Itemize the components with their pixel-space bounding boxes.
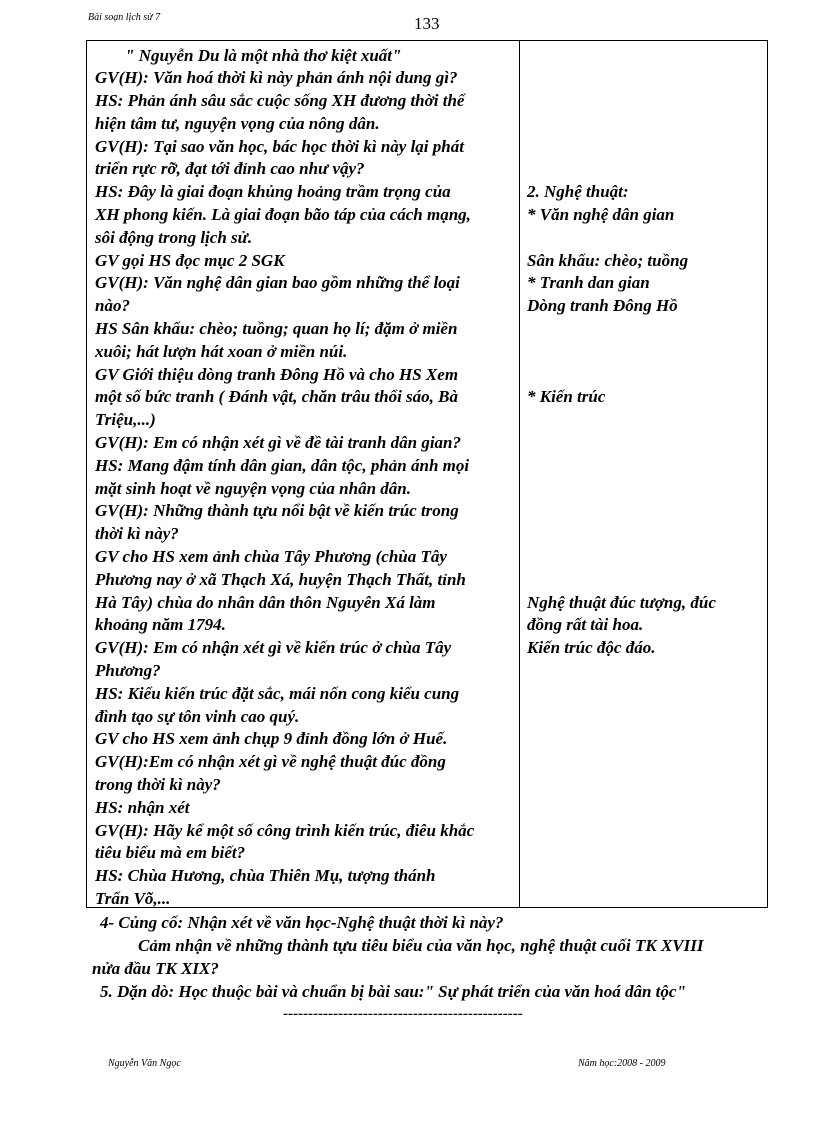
left-line: mặt sinh hoạt về nguyện vọng của nhân dân.	[95, 479, 411, 498]
left-line: " Nguyễn Du là một nhà thơ kiệt xuất"	[125, 46, 402, 65]
left-line: GV(H):Em có nhận xét gì về nghệ thuật đúc đồng	[95, 752, 446, 771]
left-line: đình tạo sự tôn vinh cao quý.	[95, 707, 300, 726]
left-line: GV(H): Văn nghệ dân gian bao gồm những thể loại	[95, 273, 460, 292]
left-line: Hà Tây) chùa do nhân dân thôn Nguyên Xá làm	[95, 593, 436, 612]
left-line: Phương?	[95, 661, 161, 680]
left-line: triển rực rỡ, đạt tới đỉnh cao như vậy?	[95, 159, 365, 178]
left-line: HS: Kiểu kiến trúc đặt sắc, mái nốn cong kiểu cung	[95, 684, 460, 703]
right-line: Nghệ thuật đúc tượng, đúc	[527, 593, 716, 612]
left-line: tiêu biểu mà em biết?	[95, 843, 246, 862]
section-heading: 2. Nghệ thuật:	[527, 182, 629, 201]
left-line: HS: Mang đậm tính dân gian, dân tộc, phản ánh mọi	[95, 456, 470, 475]
left-line: GV(H): Những thành tựu nổi bật về kiến trúc trong	[95, 501, 459, 520]
left-line: GV(H): Em có nhận xét gì về kiến trúc ở chùa Tây	[95, 638, 452, 657]
consolidation-line: Cảm nhận về những thành tựu tiêu biểu của văn học, nghệ thuật cuối TK XVIII	[138, 936, 704, 955]
left-line: nào?	[95, 296, 130, 315]
left-line: sôi động trong lịch sử.	[95, 228, 253, 247]
left-line: HS: Đây là giai đoạn khủng hoảng trầm trọng của	[95, 182, 451, 201]
column-divider	[519, 41, 520, 907]
left-line: Triệu,...)	[95, 410, 156, 429]
right-line: * Tranh dan gian	[527, 273, 650, 292]
left-line: Phương nay ở xã Thạch Xá, huyện Thạch Thất, tỉnh	[95, 570, 466, 589]
left-line: HS: nhận xét	[95, 798, 190, 817]
right-line: Kiến trúc độc đáo.	[527, 638, 656, 657]
left-line: Trấn Võ,...	[95, 889, 171, 908]
left-line: một số bức tranh ( Đánh vật, chăn trâu thổi sáo, Bà	[95, 387, 459, 406]
left-line: GV gọi HS đọc mục 2 SGK	[95, 251, 285, 270]
left-line: GV cho HS xem ảnh chùa Tây Phương (chùa Tây	[95, 547, 447, 566]
left-line: XH phong kiến. Là giai đoạn bão táp của cách mạng,	[95, 205, 471, 224]
left-line: HS: Chùa Hương, chùa Thiên Mụ, tượng thánh	[95, 866, 436, 885]
page-number: 133	[414, 14, 440, 33]
left-line: GV(H): Hãy kể một số công trình kiến trúc, điêu khắc	[95, 821, 475, 840]
left-line: GV(H): Em có nhận xét gì về đề tài tranh dân gian?	[95, 433, 461, 452]
page-header-left: Bài soạn lịch sử 7	[88, 12, 161, 23]
left-line: thời kì này?	[95, 524, 179, 543]
right-line: * Kiến trúc	[527, 387, 606, 406]
left-line: trong thời kì này?	[95, 775, 221, 794]
left-line: GV(H): Văn hoá thời kì này phản ánh nội dung gì?	[95, 68, 458, 87]
lesson-table	[86, 40, 768, 908]
right-line: Sân khấu: chèo; tuồng	[527, 251, 689, 270]
right-line: * Văn nghệ dân gian	[527, 205, 675, 224]
footer-author: Nguyễn Văn Ngọc	[108, 1058, 181, 1069]
left-line: hiện tâm tư, nguyện vọng của nông dân.	[95, 114, 380, 133]
left-line: GV Giới thiệu dòng tranh Đông Hồ và cho HS Xem	[95, 365, 459, 384]
right-line: Dòng tranh Đông Hồ	[527, 296, 678, 315]
homework-line: 5. Dặn dò: Học thuộc bài và chuẩn bị bài sau:" Sự phát triển của văn hoá dân tộc"	[100, 982, 686, 1001]
consolidation-line: nửa đầu TK XIX?	[92, 959, 219, 978]
left-line: GV(H): Tại sao văn học, bác học thời kì này lại phát	[95, 137, 464, 156]
right-line: đồng rất tài hoa.	[527, 615, 644, 634]
left-line: HS: Phản ánh sâu sắc cuộc sống XH đương thời thể	[95, 91, 465, 110]
end-separator: ------------------------------------------------	[283, 1006, 523, 1022]
left-line: HS Sân khấu: chèo; tuồng; quan họ lí; đặm ở miền	[95, 319, 458, 338]
left-line: GV cho HS xem ảnh chụp 9 đỉnh đồng lớn ở Huế.	[95, 729, 448, 748]
left-line: khoảng năm 1794.	[95, 615, 226, 634]
consolidation-line: 4- Củng cố: Nhận xét về văn học-Nghệ thuật thời kì này?	[100, 913, 504, 932]
left-line: xuôi; hát lượn hát xoan ở miền núi.	[95, 342, 348, 361]
footer-school-year: Năm học:2008 - 2009	[578, 1058, 666, 1069]
